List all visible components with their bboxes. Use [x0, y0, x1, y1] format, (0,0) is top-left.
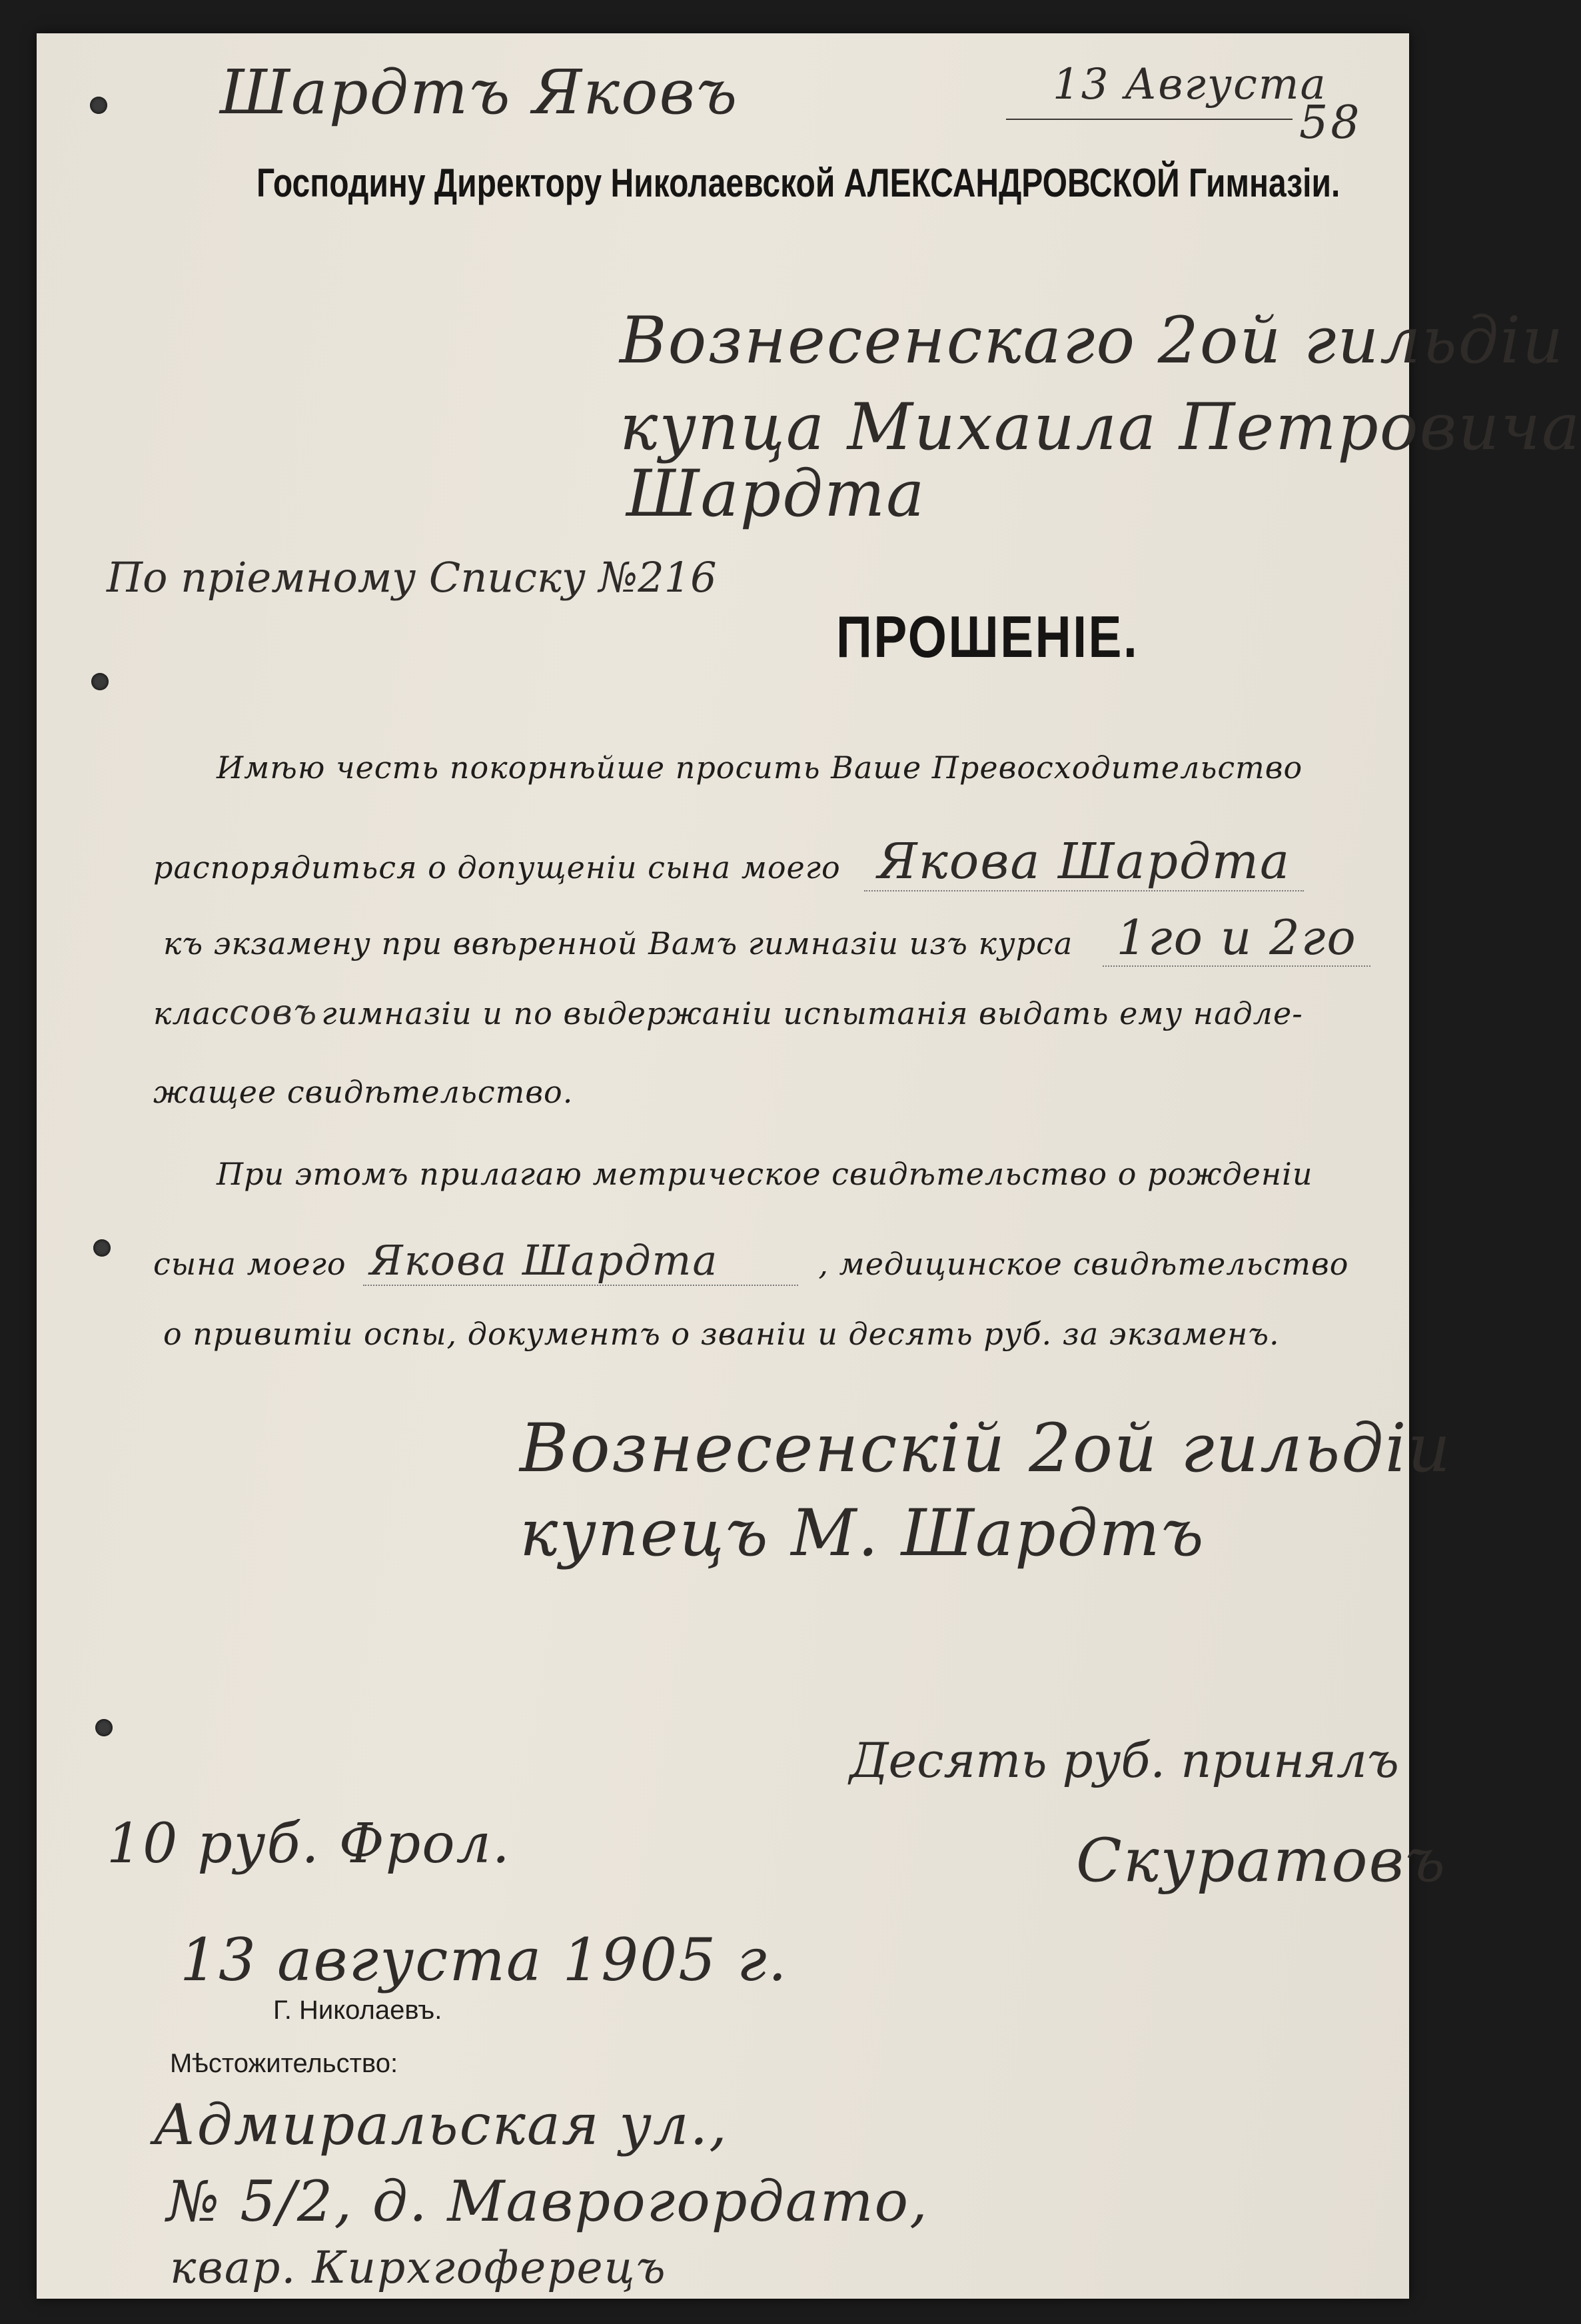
classes-suffix-handwritten: совъ: [229, 993, 318, 1033]
body-p1-line-4: [153, 993, 1303, 1033]
addressee-line: Господину Директору Николаевской АЛЕКСАНДРОВСКОЙ Гимназіи.: [257, 161, 1340, 205]
residence-line-2: № 5/2, д. Маврогордато,: [167, 2169, 929, 2234]
body-text: сына моего: [153, 1246, 346, 1282]
body-text: , медицинское свидѣтельство: [818, 1246, 1349, 1282]
applicant-name-handwritten: Шардтъ Яковъ: [220, 57, 739, 128]
body-text: распорядиться о допущеніи сына моего: [153, 850, 841, 885]
document-title: ПРОШЕНІЕ.: [836, 604, 1139, 670]
residence-line-3: квар. Кирхгоферецъ: [170, 2242, 667, 2293]
body-p1-line-3: [163, 909, 1370, 965]
sender-line-3: Шардта: [626, 456, 926, 531]
sender-line-2: купца Михаила Петровича: [620, 390, 1581, 464]
son-name-handwritten-2: Якова Шардта: [363, 1236, 799, 1286]
signature-line-2: купецъ М. Шардтъ: [520, 1496, 1205, 1570]
body-text: гимназіи и по выдержаніи испытанія выдать ему надле-: [321, 995, 1303, 1031]
body-p2-line-1: При этомъ прилагаю метрическое свидѣтельство о рожденіи: [217, 1156, 1313, 1192]
body-p1-line-1: Имѣю честь покорнѣйше просить Ваше Превосходительство: [217, 750, 1303, 786]
city-line: Г. Николаевъ.: [273, 1996, 442, 2025]
body-p2-line-3: о привитіи оспы, документъ о званіи и десять руб. за экзаменъ.: [163, 1316, 1280, 1352]
page-number: 58: [1299, 97, 1362, 149]
filing-date-handwritten: 13 августа 1905 г.: [180, 1926, 788, 1994]
fee-note: 10 руб. Фрол.: [107, 1812, 511, 1876]
sender-line-1: Вознесенскаго 2ой гильдіи: [620, 303, 1565, 378]
date-underline: [1006, 119, 1293, 120]
body-text: клас: [153, 995, 229, 1031]
body-text: къ экзамену при ввѣренной Вамъ гимназіи изъ курса: [163, 925, 1073, 961]
body-p1-line-2: [153, 833, 1304, 890]
residence-line-1: Адмиральская ул.,: [153, 2092, 728, 2157]
binding-hole: [95, 1719, 113, 1736]
receipt-line-1: Десять руб. принялъ: [849, 1732, 1399, 1788]
binding-hole: [93, 1239, 111, 1257]
register-note: По пріемному Списку №216: [107, 553, 717, 602]
date-handwritten: 13 Августа: [1053, 60, 1327, 109]
signature-line-1: Вознесенскій 2ой гильдіи: [520, 1409, 1452, 1487]
body-p2-line-2: [153, 1236, 1348, 1285]
residence-label: Мѣстожительство:: [170, 2049, 398, 2078]
binding-hole: [91, 673, 109, 690]
receipt-signature: Скуратовъ: [1076, 1826, 1446, 1896]
binding-hole: [90, 97, 107, 114]
body-p1-line-5: жащее свидѣтельство.: [153, 1074, 574, 1110]
course-classes-handwritten: 1го и 2го: [1103, 909, 1370, 967]
son-name-handwritten: Якова Шардта: [864, 833, 1304, 891]
